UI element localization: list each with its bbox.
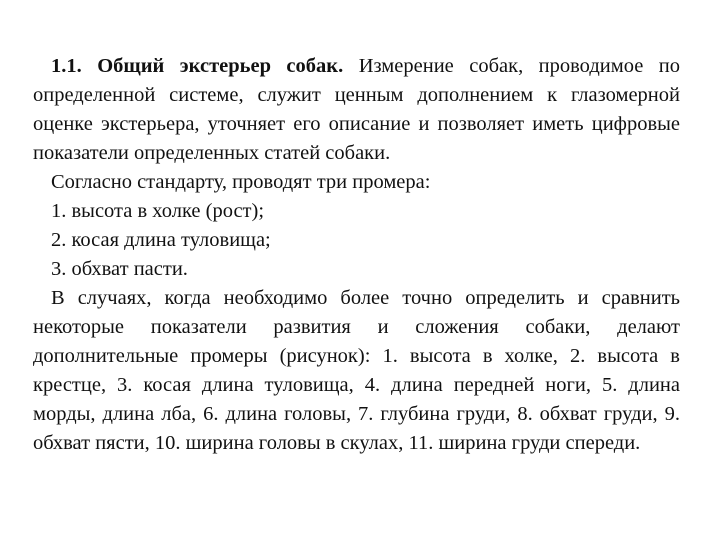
standard-item-3: 3. обхват пасти. [51, 258, 188, 280]
additional-measurements-paragraph: В случаях, когда необходимо более точно определить и сравнить некоторые показатели развития и сложения собаки, делают дополнительные промеры (рисунок): 1. высота в холке, 2. высота в крестце, 3. косая длина туловища, 4. длина передней ноги, 5. длина морды, длина лба, 6. длина головы, 7. глубина груди, 8. обхват груди, 9. обхват пясти, 10. ширина головы в скулах, 11. ширина груди спереди. [33, 287, 680, 454]
intro-paragraph [33, 52, 680, 168]
standard-item-2: 2. косая длина туловища; [51, 229, 271, 251]
intro-text: Измерение собак, проводимое по определенной системе, служит ценным дополнением к глазомерной оценке экстерьера, уточняет его описание и позволяет иметь цифровые показатели определенных статей собаки. [33, 55, 680, 164]
standard-item-1: 1. высота в холке (рост); [51, 200, 265, 222]
section-heading: 1.1. Общий экстерьер собак. [51, 55, 344, 77]
standard-lead: Согласно стандарту, проводят три промера: [51, 171, 431, 193]
